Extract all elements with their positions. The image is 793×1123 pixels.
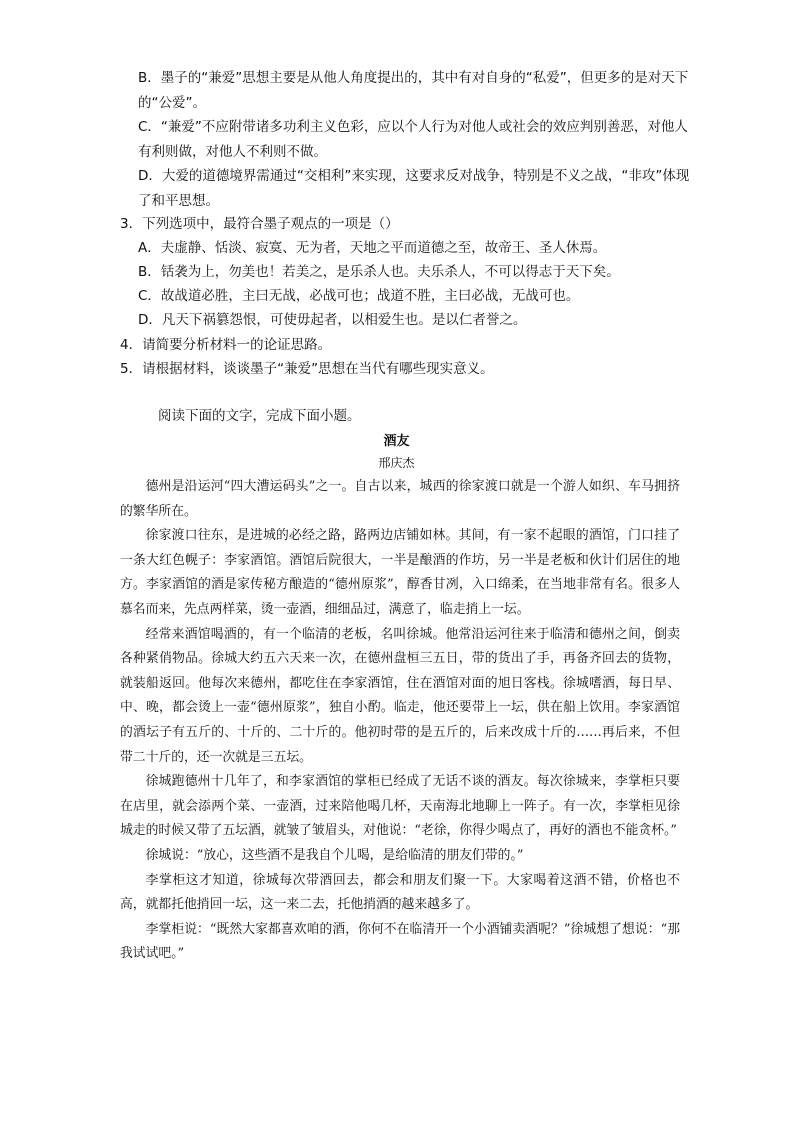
q2-option-c: C．“兼爱”不应附带诸多功利主义色彩，应以个人行为对他人或社会的效应判别善恶，对他人有利则做，对他人不利则不做。 (138, 119, 688, 160)
q3-option-c: C．故战道必胜，主曰无战，必战可也；战道不胜，主曰必战，无战可也。 (138, 288, 580, 304)
story-paragraph: 徐城说：“放心，这些酒不是我自个儿喝，是给临清的朋友们带的。” (145, 847, 524, 863)
q3-option-b: B．铦袭为上，勿美也！若美之，是乐杀人也。夫乐杀人，不可以得志于天下矣。 (138, 264, 620, 280)
question-4: 4．请简要分析材料一的论证思路。 (120, 337, 332, 353)
story-paragraph: 徐家渡口往东，是进城的必经之路，路两边店铺如林。其间，有一家不起眼的酒馆，门口挂了一条大红色幌子：李家酒馆。酒馆后院很大，一半是酿酒的作坊，另一半是老板和伙计们居住的地方。李家酒馆的酒是家传秘方酿造的“德州原浆”，醇香甘冽，入口绵柔，在当地非常有名。很多人慕名而来，先点两样菜，烫一壶酒，细细品过，满意了，临走捎上一坛。 (120, 528, 680, 617)
story-paragraph: 德州是沿运河“四大漕运码头”之一。自古以来，城西的徐家渡口就是一个游人如织、车马拥挤的繁华所在。 (120, 479, 680, 519)
q3-stem: 3．下列选项中，最符合墨子观点的一项是（） (120, 216, 399, 232)
q3-option-d: D．凡天下祸篡怨恨，可使毋起者，以相爱生也。是以仁者誉之。 (138, 312, 527, 328)
question-5: 5．请根据材料，谈谈墨子“兼爱”思想在当代有哪些现实意义。 (120, 361, 494, 377)
q2-option-b: B．墨子的“兼爱”思想主要是从他人角度提出的，其中有对自身的“私爱”，但更多的是对天下的“公爱”。 (138, 70, 689, 111)
story-paragraph: 李掌柜这才知道，徐城每次带酒回去，都会和朋友们聚一下。大家喝着这酒不错，价格也不高，就都托他捎回一坛，这一来二去，托他捎酒的越来越多了。 (120, 872, 680, 913)
story-title: 酒友 (383, 434, 410, 449)
story-body (120, 475, 680, 967)
q2-option-d: D．大爱的道德境界需通过“交相利”来实现，这要求反对战争，特别是不义之战，“非攻”体现了和平思想。 (138, 168, 690, 209)
story-paragraph: 徐城跑德州十几年了，和李家酒馆的掌柜已经成了无话不谈的酒友。每次徐城来，李掌柜只要在店里，就会添两个菜、一壶酒，过来陪他喝几杯，天南海北地聊上一阵子。有一次，李掌柜见徐城走的时候又带了五坛酒，就皱了皱眉头，对他说：“老徐，你得少喝点了，再好的酒也不能贪杯。” (120, 774, 680, 839)
reading-intro: 阅读下面的文字，完成下面小题。 (158, 408, 361, 424)
story-author: 邢庆杰 (378, 456, 415, 470)
story-paragraph: 李掌柜说：“既然大家都喜欢咱的酒，你何不在临清开一个小酒铺卖酒呢？”徐城想了想说：“那我试试吧。” (120, 921, 680, 962)
story-paragraph: 经常来酒馆喝酒的，有一个临清的老板，名叫徐城。他常沿运河往来于临清和德州之间，倒卖各种紧俏物品。徐城大约五六天来一次，在德州盘桓三五日，带的货出了手，再备齐回去的货物，就装船返回。他每次来德州，都吃住在李家酒馆，住在酒馆对面的旭日客栈。徐城嗜酒，每日早、中、晚，都会烫上一壶“德州原浆”，独自小酌。临走，他还要带上一坛，供在船上饮用。李家酒馆的酒坛子有五斤的、十斤的、二十斤的。他初时带的是五斤的，后来改成十斤的……再后来，不但带二十斤的，还一次就是三五坛。 (120, 626, 680, 765)
q3-option-a: A．夫虚静、恬淡、寂寞、无为者，天地之平而道德之至，故帝王、圣人休焉。 (138, 240, 607, 256)
